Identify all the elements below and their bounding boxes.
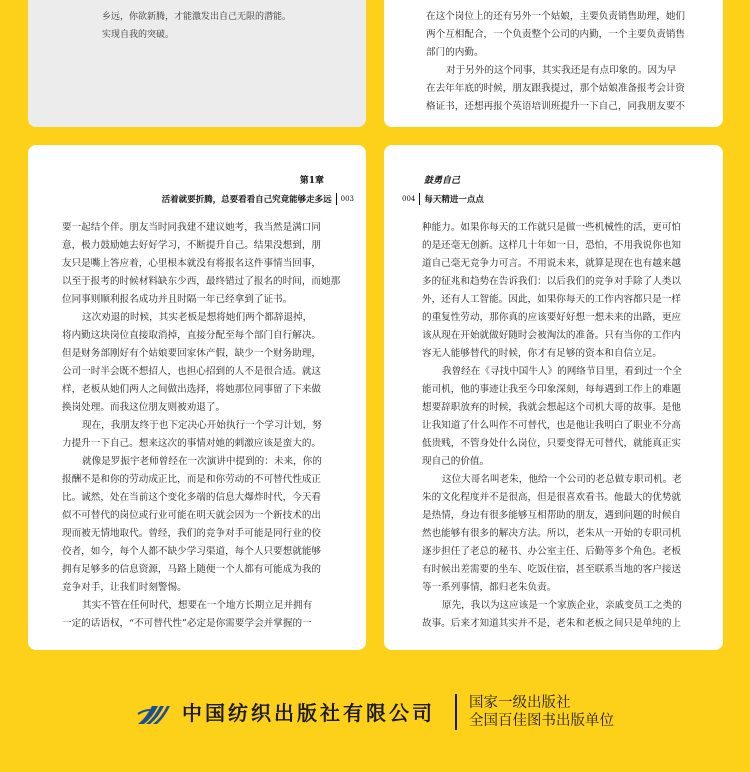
text-line: 似不可替代的岗位或行业可能在明天就会因为一个新技术的出	[62, 510, 322, 521]
running-title: 活着就要折腾，总要看看自己究竟能够走多远	[161, 195, 332, 205]
text-line: 现自己的价值。	[422, 456, 490, 467]
text-line: 部门的内勤。	[426, 47, 484, 58]
text-line: 对于另外的这个同事，其实我还是有点印象的。因为早	[446, 65, 677, 76]
page-card-003	[28, 145, 366, 650]
text-line: 我曾经在《寻找中国牛人》的网络节目里，看到过一个全	[442, 366, 682, 377]
wave-stripes-logo-icon	[136, 698, 172, 728]
publisher-name: 中国纺织出版社有限公司	[182, 701, 435, 725]
text-line: 让我知道了什么叫作不可替代，也是他让我明白了职业不分高	[422, 420, 682, 431]
text-line: 就像是罗振宇老师曾经在一次演讲中提到的：未来，你的	[82, 456, 322, 467]
slogan-line-2: 全国百佳图书出版单位	[469, 713, 614, 729]
text-line: 意，极力鼓励她去好好学习，不断提升自己。结果没想到，朋	[62, 240, 322, 251]
footer-divider	[455, 694, 457, 730]
text-line: 一定的话语权，“不可替代性”必定是你需要学会并掌握的一	[62, 618, 312, 629]
text-line: 的重复性劳动，那你真的应该要好好想一想未来的出路，更应	[422, 312, 682, 323]
text-line: 将内勤这块岗位直接取消掉，直接分配至每个部门自行解决。	[62, 330, 322, 341]
text-line: 但是财务部刚好有个姑娘要回家休产假，缺少一个财务助理，	[62, 348, 322, 359]
text-line: 报酬不是和你的劳动成正比，而是和你劳动的不可替代性成正	[62, 474, 322, 485]
text-line: 这位大哥名叫老朱，他给一个公司的老总做专职司机。老	[442, 474, 682, 485]
publisher-footer	[0, 650, 750, 772]
page-text-003	[62, 219, 352, 633]
text-line: 然也能够有很多的解决方法。所以，老朱从一开始的专职司机	[422, 528, 682, 539]
text-line: 换岗处理。而我这位朋友则被劝退了。	[62, 402, 226, 413]
running-header	[34, 175, 354, 205]
text-line: 其实不管在任何时代，想要在一个地方长期立足并拥有	[82, 600, 313, 611]
text-line: 原先，我以为这应该是一个家族企业，亲戚变员工之类的	[442, 600, 682, 611]
text-line: 朱的文化程度并不是很高，但是很喜欢看书。他最大的优势就	[422, 492, 682, 503]
text-line: 多的征兆和趋势在告诉我们：以后我们的竞争对手除了人类以	[422, 276, 682, 287]
text-line: 公司一时半会既不想招人，也担心招到的人不是很合适。就这	[62, 366, 322, 377]
text-line: 种能力。如果你每天的工作就只是做一些机械性的活，更可怕	[422, 222, 682, 233]
page-text-004	[422, 219, 712, 633]
text-line: 力提升一下自己。想来这次的事情对她的刺激应该是蛮大的。	[62, 438, 322, 449]
text-line: 低贵贱，不管身处什么岗位，只要变得无可替代，就能真正实	[422, 438, 682, 449]
text-line: 在去年年底的时候，朋友跟我提过，那个姑娘准备报考会计资	[426, 83, 686, 94]
text-line: 故事。后来才知道其实并不是，老朱和老板之间只是单纯的上	[422, 618, 682, 629]
page-card-004	[384, 145, 723, 650]
text-line: 该从现在开始就做好随时会被淘汰的准备。只有当你的工作内	[422, 330, 682, 341]
book-title: 鼓勇自己	[424, 176, 461, 186]
publisher-slogan	[469, 694, 614, 730]
text-line: 容无人能够替代的时候，你才有足够的资本和自信立足。	[422, 348, 662, 359]
slogan-line-1: 国家一级出版社	[469, 695, 571, 711]
text-line: 要一起结个伴。朋友当时同我建不建议她考，我当然是满口同	[62, 222, 322, 233]
text-line: 拥有足够多的信息资源，马路上随便一个人都有可能成为我的	[62, 564, 322, 575]
text-line: 想要辞职放弃的时候，我就会想起这个司机大哥的故事。是他	[422, 402, 682, 413]
page-card-top-left	[28, 0, 366, 127]
text-line: 在这个岗位上的还有另外一个姑娘，主要负责销售助理，她们	[426, 11, 686, 22]
running-title: 每天精进一点点	[424, 195, 484, 205]
text-line: 逐步担任了老总的秘书、办公室主任、后勤等多个角色。老板	[422, 546, 682, 557]
text-line: 竞争对手，让我们时刻警惕。	[62, 582, 187, 593]
text-line: 等一系列事情，都归老朱负责。	[422, 582, 557, 593]
text-line: 现而被无情地取代。曾经，我们的竞争对手可能是同行业的佼	[62, 528, 322, 539]
text-line: 位同事则顺利报名成功并且时隔一年已经拿到了证书。	[62, 294, 293, 305]
text-line: 实现自我的突破。	[102, 30, 175, 40]
page-number: 004	[402, 193, 420, 205]
text-line: 这次劝退的时候，其实老板是想将她们两个都辞退掉，	[82, 312, 313, 323]
text-line: 以至于报考的时候材料缺东少西，最终错过了报名的时间，而她那	[62, 276, 341, 287]
text-line: 是热情，身边有很多能够互相帮助的朋友，遇到问题的时候自	[422, 510, 682, 521]
text-line: 佼者，如今，每个人都不缺少学习渠道，每个人只要想就能够	[62, 546, 322, 557]
page-text-top-right	[426, 8, 696, 116]
text-line: 的是还毫无创新。这样几十年如一日，恐怕，不用我说你也知	[422, 240, 682, 251]
text-line: 两个互相配合，一个负责整个公司的内勤，一个主要负责销售	[426, 29, 686, 40]
text-line: 有时候出差需要的坐车、吃饭住宿，甚至联系当地的客户接送	[422, 564, 682, 575]
text-line: 样，老板从她们两人之间做出选择，将她那位同事留了下来做	[62, 384, 322, 395]
text-line: 现在，我朋友终于也下定决心开始执行一个学习计划，努	[82, 420, 322, 431]
text-line: 比。诚然，处在当前这个变化多端的信息大爆炸时代，今天看	[62, 492, 322, 503]
text-line: 外，还有人工智能。因此，如果你每天的工作内容都只是一样	[422, 294, 682, 305]
page-card-top-right	[384, 0, 723, 127]
text-line: 能司机，他的事迹让我至今印象深刻，每每遇到工作上的难题	[422, 384, 682, 395]
text-line: 乡远，你欲新腾，才能激发出自己无限的潜能。	[102, 12, 292, 22]
text-line: 友只是嘴上答应着，心里根本就没有将报名这件事情当回事，	[62, 258, 322, 269]
text-line: 道自己毫无竞争力可言。不用说未来，就算是现在也有越来越	[422, 258, 682, 269]
text-line: 格证书，还想再报个英语培训班提升一下自己，同我朋友要不	[426, 101, 686, 112]
running-header	[402, 175, 722, 205]
page-text-top-left	[102, 8, 352, 44]
chapter-label: 第1章	[299, 176, 324, 186]
page-number: 003	[336, 193, 354, 205]
